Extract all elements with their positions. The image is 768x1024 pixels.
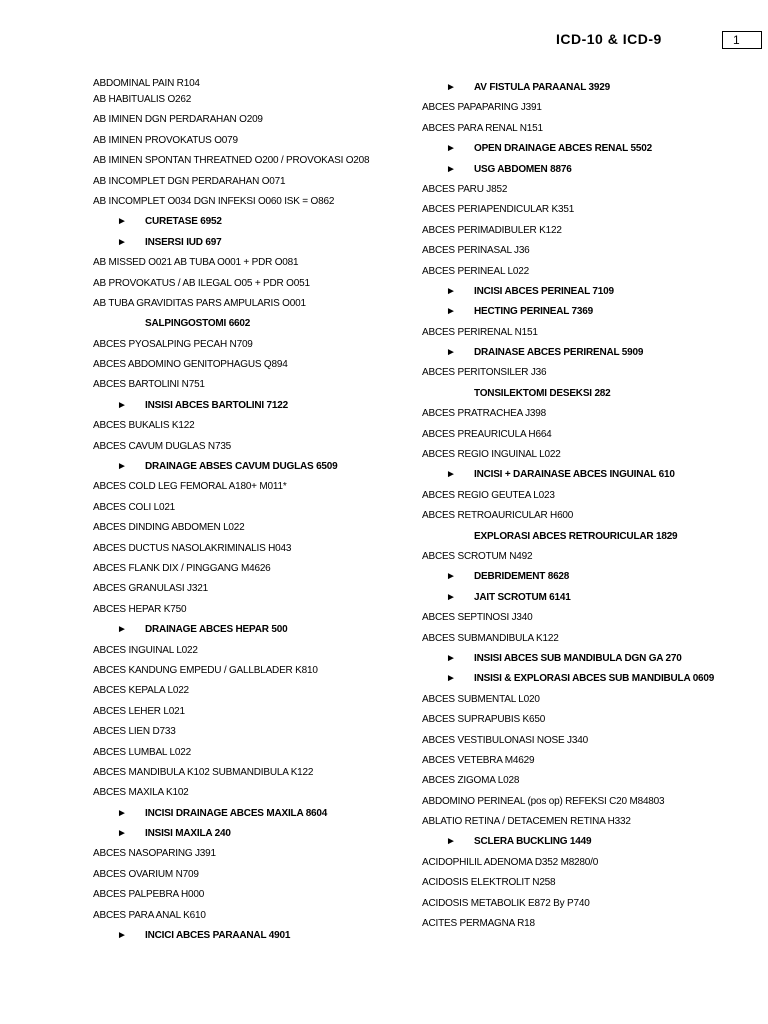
entry-text: DRAINAGE ABSES CAVUM DUGLAS 6509	[145, 461, 338, 473]
diagnosis-entry	[93, 151, 423, 171]
diagnosis-entry	[422, 812, 752, 832]
entry-text: ACIDOPHILIL ADENOMA D352 M8280/0	[422, 856, 599, 868]
diagnosis-entry	[422, 873, 752, 893]
entry-text: ACITES PERMAGNA R18	[422, 918, 535, 930]
entry-text: ABCES GRANULASI J321	[93, 583, 208, 595]
diagnosis-entry	[422, 425, 752, 445]
entry-text: AB TUBA GRAVIDITAS PARS AMPULARIS O001	[93, 297, 306, 309]
diagnosis-entry	[93, 865, 423, 885]
entry-text: ABCES OVARIUM N709	[93, 868, 199, 880]
entry-text: ABCES NASOPARING J391	[93, 848, 216, 860]
entry-text: ABCES PARA ANAL K610	[93, 909, 206, 921]
entry-text: AB INCOMPLET DGN PERDARAHAN O071	[93, 175, 286, 187]
diagnosis-entry	[422, 180, 752, 200]
diagnosis-entry	[93, 844, 423, 864]
entry-text: INCICI ABCES PARAANAL 4901	[145, 930, 291, 942]
entry-text: TONSILEKTOMI DESEKSI 282	[474, 387, 611, 399]
diagnosis-entry	[93, 110, 423, 130]
diagnosis-entry	[93, 579, 423, 599]
diagnosis-entry	[93, 375, 423, 395]
entry-text: ABCES PALPEBRA H000	[93, 889, 205, 901]
diagnosis-entry	[93, 192, 423, 212]
entry-text: CURETASE 6952	[145, 216, 222, 228]
entry-text: ABCES SUBMANDIBULA K122	[422, 632, 559, 644]
bullet-arrow-icon: ►	[446, 163, 456, 175]
diagnosis-entry	[422, 200, 752, 220]
bullet-arrow-icon: ►	[446, 285, 456, 297]
procedure-entry	[93, 824, 423, 844]
diagnosis-entry	[93, 498, 423, 518]
diagnosis-entry	[422, 751, 752, 771]
procedure-entry	[422, 78, 752, 98]
procedure-entry	[422, 567, 752, 587]
diagnosis-entry	[93, 722, 423, 742]
bullet-arrow-icon: ►	[446, 836, 456, 848]
diagnosis-entry	[93, 641, 423, 661]
diagnosis-entry	[93, 90, 423, 110]
entry-text: INSISI ABCES BARTOLINI 7122	[145, 399, 288, 411]
diagnosis-entry	[422, 894, 752, 914]
entry-text: INCISI + DARAINASE ABCES INGUINAL 610	[474, 469, 675, 481]
entry-text: ABCES RETROAURICULAR H600	[422, 510, 574, 522]
diagnosis-entry	[422, 771, 752, 791]
bullet-arrow-icon: ►	[117, 461, 127, 473]
entry-text: ABCES PERIAPENDICULAR K351	[422, 204, 575, 216]
entry-text: ABCES PERITONSILER J36	[422, 367, 547, 379]
diagnosis-entry	[93, 294, 423, 314]
entry-text: ABCES KEPALA L022	[93, 685, 189, 697]
entry-text: ABCES MAXILA K102	[93, 787, 189, 799]
procedure-entry	[93, 233, 423, 253]
diagnosis-entry	[93, 477, 423, 497]
bullet-arrow-icon: ►	[446, 469, 456, 481]
entry-text: ACIDOSIS ELEKTROLIT N258	[422, 877, 556, 889]
entry-text: ACIDOSIS METABOLIK E872 By P740	[422, 897, 590, 909]
entry-text: ABCES LUMBAL L022	[93, 746, 191, 758]
entry-text: OPEN DRAINAGE ABCES RENAL 5502	[474, 143, 652, 155]
entry-text: ABCES PERINASAL J36	[422, 245, 530, 257]
entry-text: INCISI DRAINAGE ABCES MAXILA 8604	[145, 807, 328, 819]
entry-text: ABCES BARTOLINI N751	[93, 379, 205, 391]
diagnosis-entry	[422, 690, 752, 710]
procedure-entry	[422, 649, 752, 669]
entry-text: ABCES MANDIBULA K102 SUBMANDIBULA K122	[93, 766, 314, 778]
entry-text: ABCES COLD LEG FEMORAL A180+ M011*	[93, 481, 287, 493]
bullet-arrow-icon: ►	[117, 624, 127, 636]
right-column	[422, 78, 752, 934]
procedure-entry	[422, 465, 752, 485]
entry-text: ABCES KANDUNG EMPEDU / GALLBLADER K810	[93, 664, 318, 676]
entry-text: ABCES SEPTINOSI J340	[422, 612, 533, 624]
entry-text: INSISI & EXPLORASI ABCES SUB MANDIBULA 0609	[474, 673, 715, 685]
diagnosis-entry	[93, 78, 423, 90]
diagnosis-entry	[422, 445, 752, 465]
bullet-arrow-icon: ►	[446, 347, 456, 359]
bullet-arrow-icon: ►	[446, 673, 456, 685]
bullet-arrow-icon: ►	[117, 216, 127, 228]
entry-text: ABCES PERIRENAL N151	[422, 326, 538, 338]
entry-text: DRAINASE ABCES PERIRENAL 5909	[474, 347, 644, 359]
diagnosis-entry	[93, 416, 423, 436]
entry-text: AB IMINEN DGN PERDARAHAN O209	[93, 114, 263, 126]
entry-text: AV FISTULA PARAANAL 3929	[474, 82, 610, 93]
procedure-entry	[93, 314, 423, 334]
entry-text: ABCES PERINEAL L022	[422, 265, 529, 277]
diagnosis-entry	[93, 783, 423, 803]
diagnosis-entry	[93, 253, 423, 273]
diagnosis-entry	[93, 437, 423, 457]
diagnosis-entry	[93, 172, 423, 192]
diagnosis-entry	[422, 241, 752, 261]
diagnosis-entry	[93, 131, 423, 151]
bullet-arrow-icon: ►	[446, 652, 456, 664]
diagnosis-entry	[422, 404, 752, 424]
entry-text: AB IMINEN PROVOKATUS O079	[93, 134, 238, 146]
procedure-entry	[422, 669, 752, 689]
diagnosis-entry	[422, 731, 752, 751]
diagnosis-entry	[93, 702, 423, 722]
procedure-entry	[93, 212, 423, 232]
entry-text: ABCES COLI L021	[93, 501, 176, 513]
procedure-entry	[422, 527, 752, 547]
entry-text: ABCES SCROTUM N492	[422, 550, 533, 562]
bullet-arrow-icon: ►	[446, 591, 456, 603]
diagnosis-entry	[422, 262, 752, 282]
procedure-entry	[422, 302, 752, 322]
diagnosis-entry	[422, 792, 752, 812]
procedure-entry	[422, 160, 752, 180]
bullet-arrow-icon: ►	[117, 807, 127, 819]
entry-text: SCLERA BUCKLING 1449	[474, 836, 592, 848]
entry-text: JAIT SCROTUM 6141	[474, 591, 571, 603]
diagnosis-entry	[422, 506, 752, 526]
entry-text: ABCES PARA RENAL N151	[422, 122, 543, 134]
entry-text: ABCES REGIO INGUINAL L022	[422, 449, 561, 461]
diagnosis-entry	[93, 681, 423, 701]
bullet-arrow-icon: ►	[117, 828, 127, 840]
diagnosis-entry	[93, 274, 423, 294]
entry-text: INCISI ABCES PERINEAL 7109	[474, 285, 614, 297]
entry-text: ABCES DUCTUS NASOLAKRIMINALIS H043	[93, 542, 292, 554]
entry-text: ABCES CAVUM DUGLAS N735	[93, 440, 232, 452]
procedure-entry	[93, 620, 423, 640]
entry-text: HECTING PERINEAL 7369	[474, 306, 593, 318]
bullet-arrow-icon: ►	[446, 571, 456, 583]
document-title: ICD-10 & ICD-9	[556, 31, 662, 47]
diagnosis-entry	[422, 363, 752, 383]
diagnosis-entry	[93, 661, 423, 681]
entry-text: AB HABITUALIS O262	[93, 94, 192, 105]
procedure-entry	[93, 457, 423, 477]
entry-text: ABCES ABDOMINO GENITOPHAGUS Q894	[93, 359, 288, 371]
page-number-box: 1	[722, 31, 762, 49]
entry-text: ABCES VETEBRA M4629	[422, 754, 535, 766]
entry-text: AB IMINEN SPONTAN THREATNED O200 / PROVOKASI O208	[93, 155, 370, 167]
bullet-arrow-icon: ►	[446, 82, 456, 93]
procedure-entry	[422, 343, 752, 363]
procedure-entry	[422, 832, 752, 852]
entry-text: ABDOMINO PERINEAL (pos op) REFEKSI C20 M84803	[422, 795, 665, 807]
entry-text: INSERSI IUD 697	[145, 236, 222, 248]
entry-text: ABLATIO RETINA / DETACEMEN RETINA H332	[422, 816, 631, 828]
diagnosis-entry	[422, 221, 752, 241]
entry-text: AB INCOMPLET O034 DGN INFEKSI O060 ISK = O862	[93, 195, 335, 207]
diagnosis-entry	[422, 914, 752, 934]
diagnosis-entry	[422, 119, 752, 139]
entry-text: ABCES LIEN D733	[93, 726, 176, 738]
bullet-arrow-icon: ►	[117, 399, 127, 411]
diagnosis-entry	[93, 600, 423, 620]
entry-text: ABCES SUPRAPUBIS K650	[422, 714, 546, 726]
entry-text: ABCES PRATRACHEA J398	[422, 408, 546, 420]
bullet-arrow-icon: ►	[117, 930, 127, 942]
entry-text: ABCES BUKALIS K122	[93, 420, 195, 432]
entry-text: EXPLORASI ABCES RETROURICULAR 1829	[474, 530, 678, 542]
diagnosis-entry	[422, 486, 752, 506]
diagnosis-entry	[422, 608, 752, 628]
entry-text: ABCES HEPAR K750	[93, 603, 187, 615]
entry-text: INSISI MAXILA 240	[145, 828, 231, 840]
entry-text: ABCES INGUINAL L022	[93, 644, 198, 656]
procedure-entry	[93, 396, 423, 416]
entry-text: ABCES FLANK DIX / PINGGANG M4626	[93, 562, 271, 574]
entry-text: ABCES LEHER L021	[93, 705, 185, 717]
entry-text: AB MISSED O021 AB TUBA O001 + PDR O081	[93, 257, 299, 269]
diagnosis-entry	[93, 539, 423, 559]
entry-text: ABCES REGIO GEUTEA L023	[422, 489, 555, 501]
diagnosis-entry	[422, 629, 752, 649]
entry-text: ABCES SUBMENTAL L020	[422, 693, 540, 705]
diagnosis-entry	[422, 853, 752, 873]
entry-text: ABDOMINAL PAIN R104	[93, 78, 200, 89]
diagnosis-entry	[93, 743, 423, 763]
entry-text: ABCES PARU J852	[422, 183, 508, 195]
procedure-entry	[422, 282, 752, 302]
diagnosis-entry	[93, 518, 423, 538]
entry-text: ABCES DINDING ABDOMEN L022	[93, 522, 245, 534]
diagnosis-entry	[422, 547, 752, 567]
entry-text: ABCES VESTIBULONASI NOSE J340	[422, 734, 588, 746]
bullet-arrow-icon: ►	[446, 143, 456, 155]
entry-text: DEBRIDEMENT 8628	[474, 571, 570, 583]
entry-text: AB PROVOKATUS / AB ILEGAL O05 + PDR O051	[93, 277, 310, 289]
procedure-entry	[93, 804, 423, 824]
entry-text: USG ABDOMEN 8876	[474, 163, 572, 175]
entry-text: ABCES PREAURICULA H664	[422, 428, 552, 440]
bullet-arrow-icon: ►	[446, 306, 456, 318]
diagnosis-entry	[93, 335, 423, 355]
diagnosis-entry	[93, 763, 423, 783]
entry-text: ABCES PAPAPARING J391	[422, 102, 542, 114]
entry-text: SALPINGOSTOMI 6602	[145, 318, 251, 330]
diagnosis-entry	[93, 906, 423, 926]
diagnosis-entry	[422, 98, 752, 118]
bullet-arrow-icon: ►	[117, 236, 127, 248]
procedure-entry	[93, 926, 423, 946]
diagnosis-entry	[422, 710, 752, 730]
procedure-entry	[422, 384, 752, 404]
entry-text: INSISI ABCES SUB MANDIBULA DGN GA 270	[474, 652, 682, 664]
left-column	[93, 78, 423, 946]
entry-text: ABCES PERIMADIBULER K122	[422, 224, 562, 236]
entry-text: ABCES PYOSALPING PECAH N709	[93, 338, 253, 350]
diagnosis-entry	[93, 885, 423, 905]
diagnosis-entry	[93, 559, 423, 579]
diagnosis-entry	[93, 355, 423, 375]
procedure-entry	[422, 139, 752, 159]
entry-text: DRAINAGE ABCES HEPAR 500	[145, 624, 288, 636]
diagnosis-entry	[422, 323, 752, 343]
procedure-entry	[422, 588, 752, 608]
entry-text: ABCES ZIGOMA L028	[422, 775, 520, 787]
